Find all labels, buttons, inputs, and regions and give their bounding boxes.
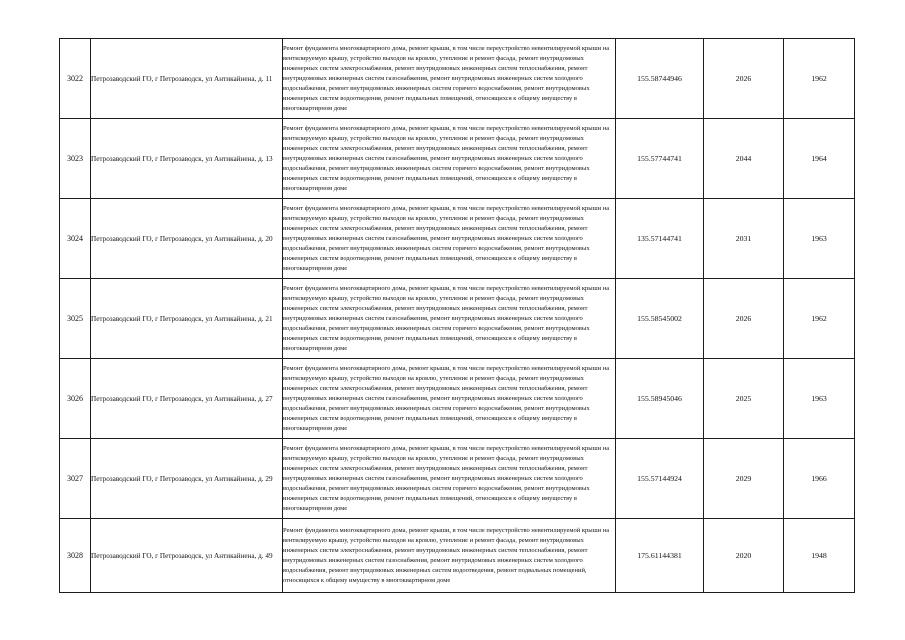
build-year-cell: 1962	[784, 279, 855, 359]
table-row	[60, 119, 855, 199]
row-number: 3024	[60, 199, 91, 279]
build-year-cell: 1964	[784, 119, 855, 199]
table-row	[60, 359, 855, 439]
row-number: 3025	[60, 279, 91, 359]
works-cell: Ремонт фундамента многоквартирного дома, ремонт крыши, в том числе переустройство невентилируемой крыши на вентилируемую крышу, устройство выходов на кровлю, утепление и ремонт фасада, ремонт внутридомовых инженерных систем электроснабжения, ремонт внутридомовых инженерных систем теплоснабжения, ремонт внутридомовых инженерных систем газоснабжения, ремонт внутридомовых инженерных систем холодного водоснабжения, ремонт внутридомовых инженерных систем водоотведения, ремонт подвальных помещений, относящихся к общему имуществу в многоквартирном доме	[283, 519, 616, 593]
build-year-cell: 1966	[784, 439, 855, 519]
row-number: 3028	[60, 519, 91, 593]
cost-cell: 155.57744741	[616, 119, 704, 199]
works-cell: Ремонт фундамента многоквартирного дома, ремонт крыши, в том числе переустройство невентилируемой крыши на вентилируемую крышу, устройство выходов на кровлю, утепление и ремонт фасада, ремонт внутридомовых инженерных систем электроснабжения, ремонт внутридомовых инженерных систем теплоснабжения, ремонт внутридомовых инженерных систем газоснабжения, ремонт внутридомовых инженерных систем холодного водоснабжения, ремонт внутридомовых инженерных систем горячего водоснабжения, ремонт внутридомовых инженерных систем водоотведения, ремонт подвальных помещений, относящихся к общему имуществу в многоквартирном доме	[283, 39, 616, 119]
table-row	[60, 279, 855, 359]
plan-year-cell: 2020	[704, 519, 784, 593]
table-row	[60, 199, 855, 279]
build-year-cell: 1963	[784, 199, 855, 279]
row-number: 3026	[60, 359, 91, 439]
table-row	[60, 519, 855, 593]
row-number: 3027	[60, 439, 91, 519]
table-row	[60, 439, 855, 519]
cost-cell: 155.58945046	[616, 359, 704, 439]
build-year-cell: 1948	[784, 519, 855, 593]
address-cell: Петрозаводский ГО, г Петрозаводск, ул Антикайнена, д. 49	[91, 519, 283, 593]
address-cell: Петрозаводский ГО, г Петрозаводск, ул Антикайнена, д. 20	[91, 199, 283, 279]
build-year-cell: 1963	[784, 359, 855, 439]
capital-repair-table	[59, 38, 855, 593]
works-cell: Ремонт фундамента многоквартирного дома, ремонт крыши, в том числе переустройство невентилируемой крыши на вентилируемую крышу, устройство выходов на кровлю, утепление и ремонт фасада, ремонт внутридомовых инженерных систем электроснабжения, ремонт внутридомовых инженерных систем теплоснабжения, ремонт внутридомовых инженерных систем газоснабжения, ремонт внутридомовых инженерных систем холодного водоснабжения, ремонт внутридомовых инженерных систем горячего водоснабжения, ремонт внутридомовых инженерных систем водоотведения, ремонт подвальных помещений, относящихся к общему имуществу в многоквартирном доме	[283, 279, 616, 359]
works-cell: Ремонт фундамента многоквартирного дома, ремонт крыши, в том числе переустройство невентилируемой крыши на вентилируемую крышу, устройство выходов на кровлю, утепление и ремонт фасада, ремонт внутридомовых инженерных систем электроснабжения, ремонт внутридомовых инженерных систем теплоснабжения, ремонт внутридомовых инженерных систем газоснабжения, ремонт внутридомовых инженерных систем холодного водоснабжения, ремонт внутридомовых инженерных систем горячего водоснабжения, ремонт внутридомовых инженерных систем водоотведения, ремонт подвальных помещений, относящихся к общему имуществу в многоквартирном доме	[283, 359, 616, 439]
works-cell: Ремонт фундамента многоквартирного дома, ремонт крыши, в том числе переустройство невентилируемой крыши на вентилируемую крышу, устройство выходов на кровлю, утепление и ремонт фасада, ремонт внутридомовых инженерных систем электроснабжения, ремонт внутридомовых инженерных систем теплоснабжения, ремонт внутридомовых инженерных систем газоснабжения, ремонт внутридомовых инженерных систем холодного водоснабжения, ремонт внутридомовых инженерных систем горячего водоснабжения, ремонт внутридомовых инженерных систем водоотведения, ремонт подвальных помещений, относящихся к общему имуществу в многоквартирном доме	[283, 199, 616, 279]
address-cell: Петрозаводский ГО, г Петрозаводск, ул Антикайнена, д. 21	[91, 279, 283, 359]
address-cell: Петрозаводский ГО, г Петрозаводск, ул Антикайнена, д. 13	[91, 119, 283, 199]
build-year-cell: 1962	[784, 39, 855, 119]
cost-cell: 175.61144381	[616, 519, 704, 593]
table-row	[60, 39, 855, 119]
plan-year-cell: 2044	[704, 119, 784, 199]
row-number: 3023	[60, 119, 91, 199]
works-cell: Ремонт фундамента многоквартирного дома, ремонт крыши, в том числе переустройство невентилируемой крыши на вентилируемую крышу, устройство выходов на кровлю, утепление и ремонт фасада, ремонт внутридомовых инженерных систем электроснабжения, ремонт внутридомовых инженерных систем теплоснабжения, ремонт внутридомовых инженерных систем газоснабжения, ремонт внутридомовых инженерных систем холодного водоснабжения, ремонт внутридомовых инженерных систем горячего водоснабжения, ремонт внутридомовых инженерных систем водоотведения, ремонт подвальных помещений, относящихся к общему имуществу в многоквартирном доме	[283, 439, 616, 519]
plan-year-cell: 2025	[704, 359, 784, 439]
plan-year-cell: 2029	[704, 439, 784, 519]
cost-cell: 155.58545002	[616, 279, 704, 359]
address-cell: Петрозаводский ГО, г Петрозаводск, ул Антикайнена, д. 29	[91, 439, 283, 519]
row-number: 3022	[60, 39, 91, 119]
works-cell: Ремонт фундамента многоквартирного дома, ремонт крыши, в том числе переустройство невентилируемой крыши на вентилируемую крышу, устройство выходов на кровлю, утепление и ремонт фасада, ремонт внутридомовых инженерных систем электроснабжения, ремонт внутридомовых инженерных систем теплоснабжения, ремонт внутридомовых инженерных систем газоснабжения, ремонт внутридомовых инженерных систем холодного водоснабжения, ремонт внутридомовых инженерных систем горячего водоснабжения, ремонт внутридомовых инженерных систем водоотведения, ремонт подвальных помещений, относящихся к общему имуществу в многоквартирном доме	[283, 119, 616, 199]
address-cell: Петрозаводский ГО, г Петрозаводск, ул Антикайнена, д. 27	[91, 359, 283, 439]
plan-year-cell: 2031	[704, 199, 784, 279]
cost-cell: 155.57144924	[616, 439, 704, 519]
address-cell: Петрозаводский ГО, г Петрозаводск, ул Антикайнена, д. 11	[91, 39, 283, 119]
cost-cell: 135.57144741	[616, 199, 704, 279]
plan-year-cell: 2026	[704, 39, 784, 119]
cost-cell: 155.58744946	[616, 39, 704, 119]
plan-year-cell: 2026	[704, 279, 784, 359]
